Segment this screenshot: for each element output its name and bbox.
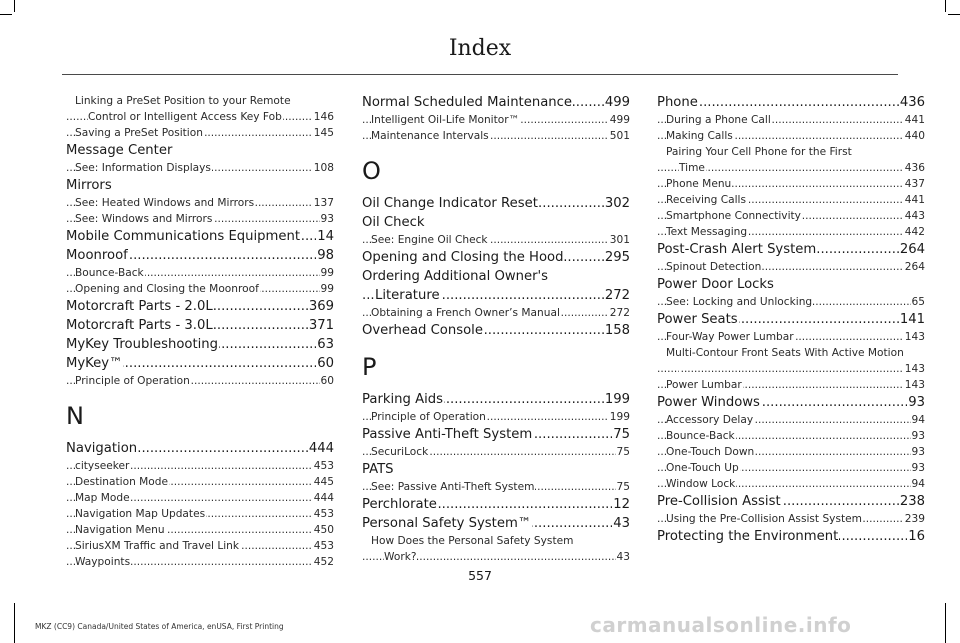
index-page-ref: 501 bbox=[609, 130, 630, 142]
index-page-ref: 264 bbox=[904, 261, 925, 273]
index-page-ref: 444 bbox=[313, 492, 334, 504]
index-page-ref: 443 bbox=[904, 210, 925, 222]
index-term: PATS bbox=[362, 462, 394, 477]
index-term: Control or Intelligent Access Key Fob bbox=[88, 111, 282, 123]
index-heading bbox=[362, 267, 630, 286]
index-page-ref: 43 bbox=[616, 551, 630, 563]
index-page-ref: 441 bbox=[904, 194, 925, 206]
index-term: Ordering Additional Owner's bbox=[362, 269, 549, 284]
index-page-ref: 238 bbox=[899, 494, 925, 509]
index-subentry bbox=[657, 428, 925, 444]
index-heading bbox=[66, 439, 334, 458]
footer-printing-info: MKZ (CC9) Canada/United States of America, enUSA, First Printing bbox=[35, 622, 284, 631]
index-subentry-continued bbox=[362, 549, 630, 565]
index-page-ref: 295 bbox=[604, 250, 630, 265]
index-page-ref: 371 bbox=[308, 318, 334, 333]
index-subentry bbox=[657, 112, 925, 128]
index-page-ref: 143 bbox=[904, 363, 925, 375]
index-term: MyKey Troubleshooting bbox=[66, 337, 219, 352]
index-heading bbox=[66, 297, 334, 316]
index-term: Protecting the Environment bbox=[657, 529, 839, 544]
index-page-ref: 141 bbox=[899, 312, 925, 327]
index-term: Phone Menu bbox=[666, 178, 732, 190]
title-divider bbox=[62, 74, 898, 75]
index-term: Smartphone Connectivity bbox=[666, 210, 801, 222]
index-term: Motorcraft Parts - 2.0L bbox=[66, 299, 213, 314]
index-subentry bbox=[66, 506, 334, 522]
index-subentry bbox=[657, 294, 925, 310]
index-page-ref: 450 bbox=[313, 524, 334, 536]
index-subentry bbox=[657, 444, 925, 460]
index-term: Motorcraft Parts - 3.0L bbox=[66, 318, 213, 333]
index-subentry-continued bbox=[657, 160, 925, 176]
index-page-ref: 16 bbox=[908, 529, 925, 544]
index-term bbox=[679, 363, 680, 375]
index-term: Principle of Operation bbox=[371, 411, 486, 423]
index-heading bbox=[657, 527, 925, 546]
index-heading bbox=[362, 390, 630, 409]
index-page-ref: 43 bbox=[613, 516, 630, 531]
index-term: Power Seats bbox=[657, 312, 738, 327]
section-letter: O bbox=[362, 157, 381, 185]
page-title: Index bbox=[448, 36, 512, 61]
index-heading bbox=[362, 514, 630, 533]
index-subentry bbox=[362, 305, 630, 321]
index-page-ref: 145 bbox=[313, 127, 334, 139]
index-page-ref: 94 bbox=[911, 478, 925, 490]
index-term: Passive Anti-Theft System bbox=[362, 427, 533, 442]
index-heading bbox=[657, 393, 925, 412]
index-heading bbox=[362, 213, 630, 232]
index-term: Mobile Communications Equipment bbox=[66, 229, 301, 244]
index-subentry bbox=[362, 444, 630, 460]
index-term: Power Lumbar bbox=[666, 379, 742, 391]
index-term: Bounce-Back bbox=[666, 430, 735, 442]
index-term: See: Engine Oil Check bbox=[371, 234, 488, 246]
index-term: Normal Scheduled Maintenance bbox=[362, 95, 572, 110]
index-term: Phone bbox=[657, 95, 698, 110]
index-page-ref: 93 bbox=[911, 430, 925, 442]
index-term: cityseeker bbox=[75, 460, 130, 472]
index-term: Making Calls bbox=[666, 130, 733, 142]
index-term: See: Information Displays bbox=[75, 162, 211, 174]
index-heading bbox=[66, 354, 334, 373]
crop-mark bbox=[948, 14, 960, 15]
index-page-ref: 302 bbox=[604, 196, 630, 211]
index-page-ref: 65 bbox=[911, 296, 925, 308]
index-heading bbox=[362, 425, 630, 444]
section-letter: P bbox=[362, 353, 377, 381]
index-heading bbox=[66, 246, 334, 265]
index-term: One-Touch Up bbox=[666, 462, 739, 474]
index-heading bbox=[66, 176, 334, 195]
index-term: Using the Pre-Collision Assist System bbox=[666, 513, 862, 525]
index-term: Four-Way Power Lumbar bbox=[666, 331, 794, 343]
index-subentry bbox=[657, 128, 925, 144]
index-page-ref: 239 bbox=[904, 513, 925, 525]
index-subentry bbox=[66, 538, 334, 554]
index-term: Moonroof bbox=[66, 248, 128, 263]
index-page-ref: 199 bbox=[609, 411, 630, 423]
index-page-ref: 436 bbox=[899, 95, 925, 110]
index-page-ref: 440 bbox=[904, 130, 925, 142]
index-subentry bbox=[362, 112, 630, 128]
index-page-ref: 453 bbox=[313, 460, 334, 472]
index-page-ref: 98 bbox=[317, 248, 334, 263]
index-subentry bbox=[657, 460, 925, 476]
index-heading bbox=[657, 275, 925, 294]
index-subentry-continued bbox=[657, 361, 925, 377]
index-term: How Does the Personal Safety System bbox=[371, 535, 574, 547]
index-column-1 bbox=[66, 93, 334, 570]
index-subentry bbox=[66, 125, 334, 141]
index-page-ref: 94 bbox=[911, 414, 925, 426]
index-term: See: Windows and Mirrors bbox=[75, 213, 213, 225]
index-term: Window Lock bbox=[666, 478, 736, 490]
index-term: SiriusXM Traffic and Travel Link bbox=[75, 540, 240, 552]
index-term: Intelligent Oil-Life Monitor™ bbox=[371, 114, 520, 126]
crop-mark bbox=[0, 14, 12, 15]
index-page-ref: 499 bbox=[609, 114, 630, 126]
index-page-ref: 60 bbox=[320, 375, 334, 387]
index-subentry bbox=[657, 412, 925, 428]
index-term: Message Center bbox=[66, 143, 173, 158]
index-page-ref: 452 bbox=[313, 556, 334, 568]
index-subentry bbox=[657, 476, 925, 492]
index-page-ref: 14 bbox=[317, 229, 334, 244]
index-subentry bbox=[657, 176, 925, 192]
index-term: Obtaining a French Owner’s Manual bbox=[371, 307, 560, 319]
index-page-ref: 272 bbox=[609, 307, 630, 319]
index-page-ref: 143 bbox=[904, 379, 925, 391]
index-term: Opening and Closing the Moonroof bbox=[75, 283, 259, 295]
index-heading bbox=[657, 492, 925, 511]
index-term: Post-Crash Alert System bbox=[657, 242, 817, 257]
index-subentry bbox=[66, 474, 334, 490]
index-subentry bbox=[66, 93, 334, 109]
index-page-ref: 108 bbox=[313, 162, 334, 174]
index-heading bbox=[362, 321, 630, 340]
index-page-ref: 143 bbox=[904, 331, 925, 343]
index-term: Perchlorate bbox=[362, 497, 437, 512]
index-term: Power Windows bbox=[657, 395, 760, 410]
index-heading bbox=[362, 194, 630, 213]
index-heading bbox=[362, 248, 630, 267]
index-term: Waypoints bbox=[75, 556, 131, 568]
index-term: Mirrors bbox=[66, 178, 112, 193]
index-page-ref: 301 bbox=[609, 234, 630, 246]
index-term: Parking Aids bbox=[362, 392, 444, 407]
crop-mark bbox=[945, 0, 946, 12]
index-term: Literature bbox=[375, 288, 440, 303]
index-page-ref: 93 bbox=[911, 462, 925, 474]
index-page-ref: 499 bbox=[604, 95, 630, 110]
index-term: Linking a PreSet Position to your Remote bbox=[75, 95, 291, 107]
index-heading bbox=[66, 335, 334, 354]
index-term: Map Mode bbox=[75, 492, 130, 504]
index-page-ref: 93 bbox=[908, 395, 925, 410]
index-subentry bbox=[362, 409, 630, 425]
index-subentry bbox=[362, 533, 630, 549]
index-subentry bbox=[362, 128, 630, 144]
index-page-ref: 453 bbox=[313, 508, 334, 520]
watermark: carmanualsonline.info bbox=[590, 613, 852, 637]
index-heading bbox=[362, 93, 630, 112]
index-term: Time bbox=[679, 162, 705, 174]
index-heading bbox=[657, 93, 925, 112]
index-page-ref: 199 bbox=[604, 392, 630, 407]
index-page-ref: 272 bbox=[604, 288, 630, 303]
index-term: See: Locking and Unlocking bbox=[666, 296, 813, 308]
index-subentry bbox=[66, 211, 334, 227]
index-subentry bbox=[657, 329, 925, 345]
index-page-ref: 75 bbox=[613, 427, 630, 442]
index-page-ref: 453 bbox=[313, 540, 334, 552]
index-page-ref: 264 bbox=[899, 242, 925, 257]
index-page-ref: 75 bbox=[616, 446, 630, 458]
index-page-ref: 442 bbox=[904, 226, 925, 238]
index-term: Principle of Operation bbox=[75, 375, 190, 387]
index-term: Multi-Contour Front Seats With Active Motion bbox=[666, 347, 904, 359]
index-subentry bbox=[657, 345, 925, 361]
index-heading bbox=[362, 495, 630, 514]
index-page-ref: 445 bbox=[313, 476, 334, 488]
crop-mark bbox=[14, 603, 15, 643]
index-column-3 bbox=[657, 93, 925, 546]
index-term: MyKey™ bbox=[66, 356, 123, 371]
index-term: See: Heated Windows and Mirrors bbox=[75, 197, 255, 209]
index-subentry bbox=[657, 259, 925, 275]
index-term: Receiving Calls bbox=[666, 194, 747, 206]
index-page-ref: 75 bbox=[616, 481, 630, 493]
index-heading bbox=[66, 227, 334, 246]
index-subentry bbox=[657, 224, 925, 240]
index-heading bbox=[362, 460, 630, 479]
index-page-ref: 436 bbox=[904, 162, 925, 174]
index-term: Pre-Collision Assist bbox=[657, 494, 781, 509]
index-page-ref: 60 bbox=[317, 356, 334, 371]
index-term: During a Phone Call bbox=[666, 114, 771, 126]
index-term: Oil Change Indicator Reset bbox=[362, 196, 538, 211]
index-subentry bbox=[66, 522, 334, 538]
section-letter: N bbox=[66, 402, 84, 430]
index-heading bbox=[362, 286, 630, 305]
index-heading bbox=[66, 141, 334, 160]
index-term: Maintenance Intervals bbox=[371, 130, 489, 142]
index-term: Overhead Console bbox=[362, 323, 483, 338]
index-term: Opening and Closing the Hood bbox=[362, 250, 564, 265]
index-term: Text Messaging bbox=[666, 226, 748, 238]
index-page-ref: 158 bbox=[604, 323, 630, 338]
index-page-ref: 93 bbox=[911, 446, 925, 458]
crop-mark bbox=[945, 603, 946, 643]
index-term: SecuriLock bbox=[371, 446, 429, 458]
index-page-ref: 93 bbox=[320, 213, 334, 225]
index-subentry-continued bbox=[66, 109, 334, 125]
index-term: Destination Mode bbox=[75, 476, 169, 488]
index-heading bbox=[66, 316, 334, 335]
index-term: Personal Safety System™ bbox=[362, 516, 531, 531]
index-column-2 bbox=[362, 93, 630, 565]
index-page-ref: 99 bbox=[320, 267, 334, 279]
index-term: Spinout Detection bbox=[666, 261, 762, 273]
index-page-ref: 99 bbox=[320, 283, 334, 295]
index-term: Pairing Your Cell Phone for the First bbox=[666, 146, 852, 158]
index-subentry bbox=[66, 458, 334, 474]
index-page-ref: 146 bbox=[313, 111, 334, 123]
index-page-ref: 63 bbox=[317, 337, 334, 352]
index-term: Accessory Delay bbox=[666, 414, 754, 426]
index-subentry bbox=[657, 144, 925, 160]
index-term: Saving a PreSet Position bbox=[75, 127, 203, 139]
index-subentry bbox=[657, 377, 925, 393]
index-term: Navigation bbox=[66, 441, 138, 456]
index-term: One-Touch Down bbox=[666, 446, 755, 458]
index-subentry bbox=[66, 265, 334, 281]
index-term: Oil Check bbox=[362, 215, 425, 230]
index-term: Work? bbox=[384, 551, 417, 563]
index-page-ref: 437 bbox=[904, 178, 925, 190]
index-page-ref: 369 bbox=[308, 299, 334, 314]
index-page-ref: 137 bbox=[313, 197, 334, 209]
index-subentry bbox=[66, 281, 334, 297]
index-heading bbox=[657, 240, 925, 259]
index-term: Bounce-Back bbox=[75, 267, 144, 279]
index-subentry bbox=[362, 232, 630, 248]
index-page-ref: 12 bbox=[613, 497, 630, 512]
index-term: Navigation Map Updates bbox=[75, 508, 206, 520]
index-term: Navigation Menu bbox=[75, 524, 165, 536]
index-subentry bbox=[66, 195, 334, 211]
index-subentry bbox=[657, 208, 925, 224]
index-page-ref: 441 bbox=[904, 114, 925, 126]
index-subentry bbox=[66, 373, 334, 389]
index-subentry bbox=[657, 192, 925, 208]
index-page-ref: 444 bbox=[308, 441, 334, 456]
crop-mark bbox=[14, 0, 15, 12]
index-subentry bbox=[66, 160, 334, 176]
index-subentry bbox=[362, 479, 630, 495]
index-subentry bbox=[66, 490, 334, 506]
index-term: Power Door Locks bbox=[657, 277, 774, 292]
index-subentry bbox=[657, 511, 925, 527]
index-term: See: Passive Anti-Theft System bbox=[371, 481, 535, 493]
index-heading bbox=[657, 310, 925, 329]
page-number: 557 bbox=[468, 568, 492, 583]
